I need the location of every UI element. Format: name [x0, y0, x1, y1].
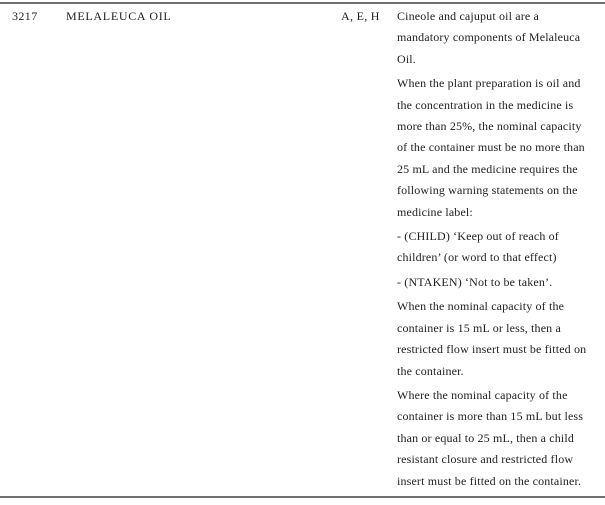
substance-id: 3217: [12, 9, 38, 23]
description-paragraph: When the plant preparation is oil and the concentration in the medicine is more than 25%, the nominal capacity of the container must be no more than 25 mL and the medicine requires the following warning statements on the medicine label:: [397, 76, 585, 219]
description-paragraph: - (NTAKEN) ‘Not to be taken’.: [397, 274, 553, 289]
description-paragraph: Where the nominal capacity of the container is more than 15 mL but less than or equal to 25 mL, then a child resistant closure and restricted flow insert must be fitted on the container.: [397, 387, 584, 488]
table-top-border: [0, 2, 605, 4]
conditions-text: [397, 6, 593, 495]
description-paragraph: Cineole and cajuput oil are a mandatory components of Melaleuca Oil.: [397, 9, 581, 66]
schedule-codes: A, E, H: [341, 9, 380, 23]
table-bottom-border: [0, 496, 605, 498]
description-paragraph: - (CHILD) ‘Keep out of reach of children’ (or word to that effect): [397, 229, 559, 265]
description-paragraph: When the nominal capacity of the container is 15 mL or less, then a restricted flow insert must be fitted on the container.: [397, 299, 587, 378]
substance-name: MELALEUCA OIL: [66, 9, 172, 23]
